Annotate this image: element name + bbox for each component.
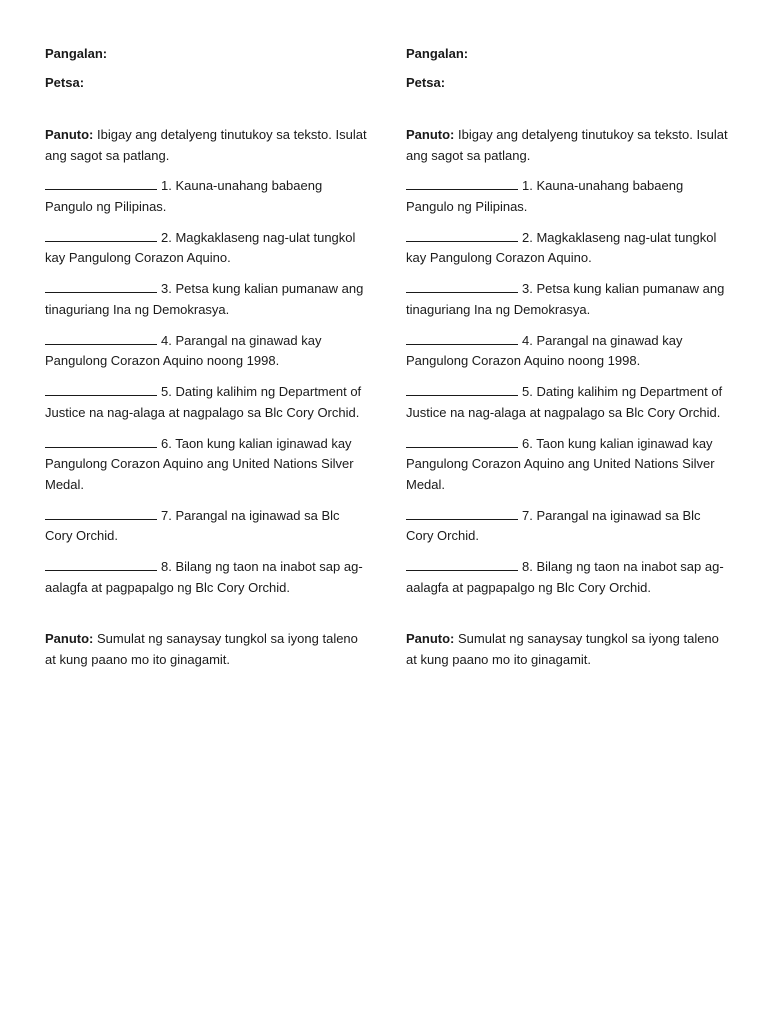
answer-blank	[45, 558, 157, 571]
answer-blank	[45, 229, 157, 242]
question-item	[45, 506, 370, 547]
worksheet-right	[406, 45, 731, 670]
question-item	[406, 434, 731, 496]
answer-blank	[406, 507, 518, 520]
answer-blank	[406, 177, 518, 190]
question-item	[406, 506, 731, 547]
question-text: 4. Parangal na ginawad kay Pangulong Corazon Aquino noong 1998.	[406, 332, 683, 368]
answer-blank	[406, 229, 518, 242]
answer-blank	[406, 332, 518, 345]
essay-instructions	[406, 629, 731, 670]
question-item	[45, 557, 370, 598]
essay-text: Sumulat ng sanaysay tungkol sa iyong taleno at kung paano mo ito ginagamit.	[406, 631, 719, 667]
question-item	[45, 176, 370, 217]
question-item	[45, 228, 370, 269]
question-item	[406, 176, 731, 217]
question-text: 5. Dating kalihim ng Department of Justice na nag-alaga at nagpalago sa Blc Cory Orchid.	[45, 384, 362, 420]
question-list	[45, 176, 370, 598]
question-item	[45, 382, 370, 423]
instructions-lead: Panuto:	[45, 127, 94, 142]
question-item	[406, 279, 731, 320]
question-text: 3. Petsa kung kalian pumanaw ang tinaguriang Ina ng Demokrasya.	[406, 281, 725, 317]
essay-lead: Panuto:	[45, 631, 94, 646]
instructions-text: Ibigay ang detalyeng tinutukoy sa teksto. Isulat ang sagot sa patlang.	[45, 127, 367, 163]
answer-blank	[45, 177, 157, 190]
question-text: 3. Petsa kung kalian pumanaw ang tinaguriang Ina ng Demokrasya.	[45, 281, 364, 317]
question-text: 6. Taon kung kalian iginawad kay Pangulong Corazon Aquino ang United Nations Silver Medal.	[45, 435, 354, 492]
question-item	[45, 434, 370, 496]
date-label: Petsa:	[45, 75, 85, 90]
question-text: 8. Bilang ng taon na inabot sap ag-aalagfa at pagpapalgo ng Blc Cory Orchid.	[45, 559, 363, 595]
instructions-text: Ibigay ang detalyeng tinutukoy sa teksto. Isulat ang sagot sa patlang.	[406, 127, 728, 163]
name-label: Pangalan:	[45, 46, 108, 61]
answer-blank	[406, 435, 518, 448]
essay-instructions	[45, 629, 370, 670]
question-item	[406, 382, 731, 423]
instructions	[406, 125, 731, 166]
answer-blank	[406, 558, 518, 571]
question-item	[406, 331, 731, 372]
question-list	[406, 176, 731, 598]
question-text: 1. Kauna-unahang babaeng Pangulo ng Pilipinas.	[406, 178, 684, 214]
instructions-lead: Panuto:	[406, 127, 455, 142]
question-text: 4. Parangal na ginawad kay Pangulong Corazon Aquino noong 1998.	[45, 332, 322, 368]
question-text: 2. Magkaklaseng nag-ulat tungkol kay Pangulong Corazon Aquino.	[45, 229, 356, 265]
question-text: 6. Taon kung kalian iginawad kay Pangulong Corazon Aquino ang United Nations Silver Medal.	[406, 435, 715, 492]
essay-lead: Panuto:	[406, 631, 455, 646]
question-item	[45, 331, 370, 372]
answer-blank	[406, 383, 518, 396]
answer-blank	[45, 332, 157, 345]
instructions	[45, 125, 370, 166]
answer-blank	[45, 435, 157, 448]
question-item	[45, 279, 370, 320]
date-label: Petsa:	[406, 75, 446, 90]
question-text: 2. Magkaklaseng nag-ulat tungkol kay Pangulong Corazon Aquino.	[406, 229, 717, 265]
question-text: 8. Bilang ng taon na inabot sap ag-aalagfa at pagpapalgo ng Blc Cory Orchid.	[406, 559, 724, 595]
answer-blank	[45, 383, 157, 396]
question-text: 7. Parangal na iginawad sa Blc Cory Orchid.	[45, 507, 340, 543]
question-item	[406, 557, 731, 598]
answer-blank	[45, 280, 157, 293]
answer-blank	[406, 280, 518, 293]
question-text: 1. Kauna-unahang babaeng Pangulo ng Pilipinas.	[45, 178, 323, 214]
question-item	[406, 228, 731, 269]
essay-text: Sumulat ng sanaysay tungkol sa iyong taleno at kung paano mo ito ginagamit.	[45, 631, 358, 667]
question-text: 5. Dating kalihim ng Department of Justice na nag-alaga at nagpalago sa Blc Cory Orchid.	[406, 384, 723, 420]
worksheet-left	[45, 45, 370, 670]
name-label: Pangalan:	[406, 46, 469, 61]
answer-blank	[45, 507, 157, 520]
question-text: 7. Parangal na iginawad sa Blc Cory Orchid.	[406, 507, 701, 543]
